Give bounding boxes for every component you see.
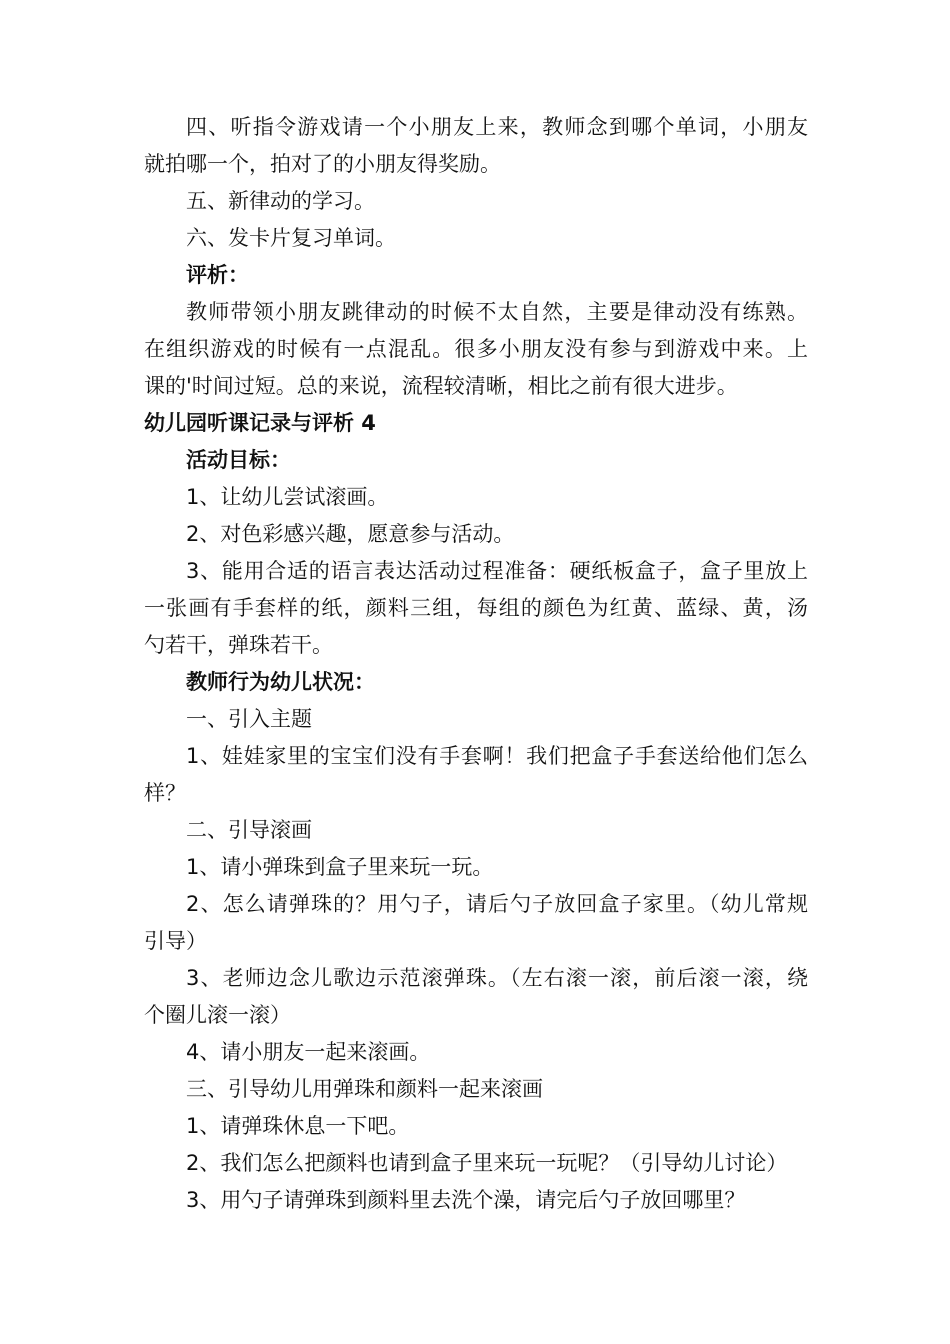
paragraph-line: 1、让幼儿尝试滚画。 [186, 485, 389, 509]
section-heading: 活动目标： [186, 448, 291, 472]
paragraph-line: 引导） [144, 929, 207, 953]
paragraph-line: 课的'时间过短。总的来说，流程较清晰，相比之前有很大进步。 [144, 374, 738, 398]
section-heading: 评析： [186, 263, 249, 287]
section-heading: 教师行为幼儿状况： [186, 670, 375, 694]
paragraph-line: 三、引导幼儿用弹珠和颜料一起来滚画 [186, 1077, 543, 1101]
paragraph-line: 五、新律动的学习。 [186, 189, 375, 213]
paragraph-line: 1、请弹珠休息一下吧。 [186, 1114, 410, 1138]
paragraph-line: 个圈儿滚一滚） [144, 1003, 291, 1027]
paragraph-line: 3、用勺子请弹珠到颜料里去洗个澡，请完后勺子放回哪里？ [186, 1188, 746, 1212]
paragraph-line: 四、听指令游戏请一个小朋友上来，教师念到哪个单词，小朋友 [186, 115, 808, 139]
paragraph-line: 样？ [144, 781, 186, 805]
document-title: 幼儿园听课记录与评析 4 [144, 411, 376, 435]
paragraph-line: 六、发卡片复习单词。 [186, 226, 396, 250]
paragraph-line: 1、请小弹珠到盒子里来玩一玩。 [186, 855, 494, 879]
paragraph-line: 一张画有手套样的纸，颜料三组，每组的颜色为红黄、蓝绿、黄，汤 [144, 596, 808, 620]
document-page [144, 109, 808, 1219]
paragraph-line: 3、老师边念儿歌边示范滚弹珠。（左右滚一滚，前后滚一滚，绕 [186, 966, 808, 990]
paragraph-line: 就拍哪一个，拍对了的小朋友得奖励。 [144, 152, 501, 176]
paragraph-line: 一、引入主题 [186, 707, 312, 731]
paragraph-line: 教师带领小朋友跳律动的时候不太自然，主要是律动没有练熟。 [186, 300, 808, 324]
paragraph-line: 二、引导滚画 [186, 818, 312, 842]
paragraph-line: 2、对色彩感兴趣，愿意参与活动。 [186, 522, 515, 546]
paragraph-line: 1、娃娃家里的宝宝们没有手套啊！我们把盒子手套送给他们怎么 [186, 744, 808, 768]
paragraph-line: 2、怎么请弹珠的？用勺子，请后勺子放回盒子家里。（幼儿常规 [186, 892, 808, 916]
paragraph-line: 4、请小朋友一起来滚画。 [186, 1040, 431, 1064]
paragraph-line: 3、能用合适的语言表达活动过程准备：硬纸板盒子，盒子里放上 [186, 559, 808, 583]
paragraph-line: 2、我们怎么把颜料也请到盒子里来玩一玩呢？（引导幼儿讨论） [186, 1151, 788, 1175]
paragraph-line: 勺若干，弹珠若干。 [144, 633, 333, 657]
paragraph-line: 在组织游戏的时候有一点混乱。很多小朋友没有参与到游戏中来。上 [144, 337, 808, 361]
